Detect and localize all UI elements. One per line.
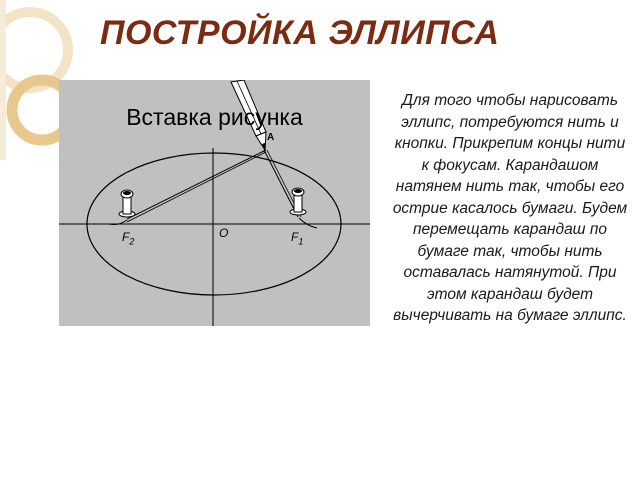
origin-o-label: O bbox=[219, 226, 229, 240]
ellipse-figure bbox=[59, 80, 370, 326]
figure-caption: Вставка рисунка bbox=[126, 104, 303, 130]
point-a-label: A bbox=[267, 132, 275, 143]
focus-f1-label: $F_1$ bbox=[291, 230, 304, 247]
slide-title: ПОСТРОЙКА ЭЛЛИПСА bbox=[100, 14, 500, 52]
description-text: Для того чтобы нарисовать эллипс, потребуются нить и кнопки. Прикрепим концы нити к фокусам. Карандашом натянем нить так, чтобы его острие касалось бумаги. Будем перемещать карандаш по бумаге так, чтобы нить оставалась натянутой. При этом карандаш будет вычерчивать на бумаге эллипс. bbox=[392, 92, 628, 324]
focus-f2-label: $F_2$ bbox=[122, 230, 135, 247]
